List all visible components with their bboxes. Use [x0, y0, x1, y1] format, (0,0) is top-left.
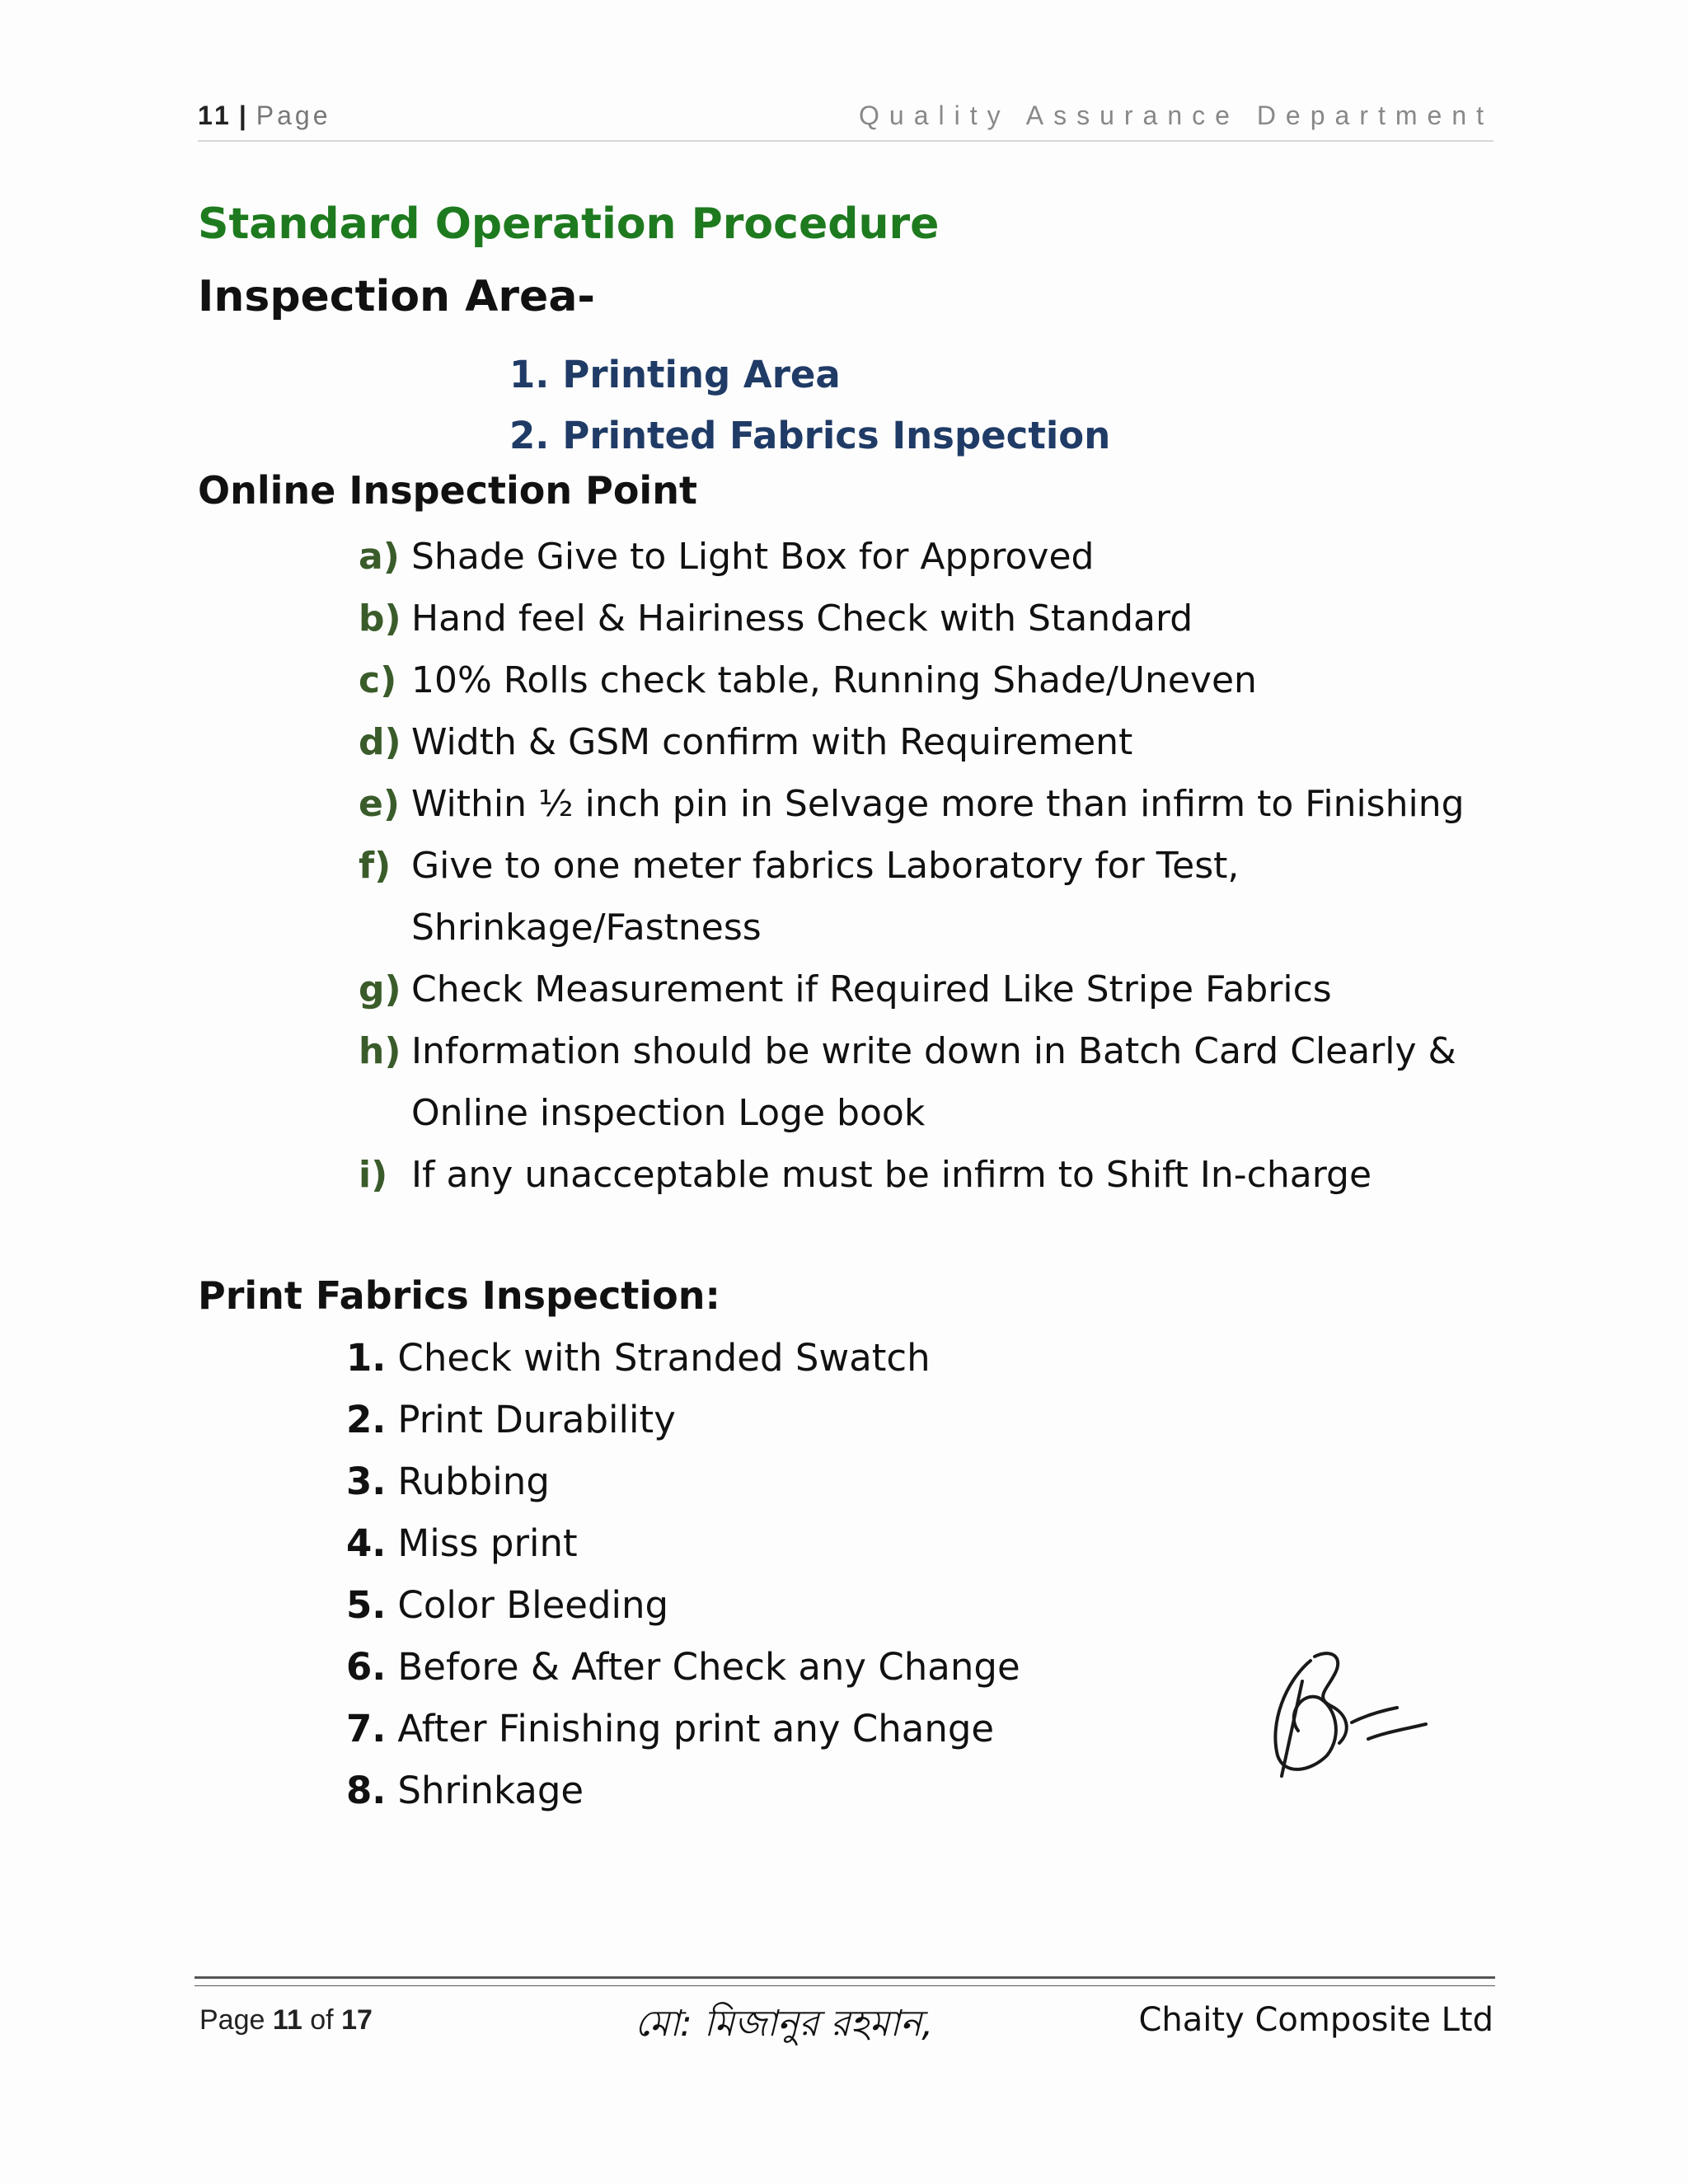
list-item: [346, 1574, 1020, 1636]
list-item-text: Print Durability: [397, 1398, 676, 1441]
print-inspection-list: [346, 1327, 1020, 1821]
list-item-number: 5.: [346, 1583, 387, 1627]
list-item-marker: h): [359, 1030, 401, 1072]
list-item-text: Rubbing: [397, 1460, 550, 1503]
list-item-number: 4.: [346, 1521, 387, 1565]
list-item-number: 6.: [346, 1645, 387, 1689]
list-item-text: Check with Stranded Swatch: [397, 1336, 931, 1380]
list-item-text: After Finishing print any Change: [397, 1707, 995, 1750]
document-title: Standard Operation Procedure: [198, 199, 940, 249]
list-item-text: Give to one meter fabrics Laboratory for Test, Shrinkage/Fastness: [411, 845, 1240, 949]
footer-total-pages: 17: [341, 2004, 373, 2036]
list-item-text: Check Measurement if Required Like Stripe Fabrics: [411, 968, 1332, 1010]
list-item: [359, 588, 1512, 649]
list-item-number: 2.: [509, 414, 550, 457]
footer-company: Chaity Composite Ltd: [1138, 2001, 1493, 2039]
list-item-marker: a): [359, 536, 400, 578]
header-page-label: [198, 101, 331, 131]
inspection-area-list: [509, 344, 1110, 466]
list-item: [509, 405, 1110, 466]
page-header: [198, 99, 1493, 142]
list-item-text: Hand feel & Hairiness Check with Standard: [411, 598, 1193, 640]
online-inspection-list: [359, 526, 1512, 1206]
list-item-text: Printed Fabrics Inspection: [562, 414, 1111, 457]
list-item: [359, 958, 1512, 1020]
list-item-text: Shrinkage: [397, 1769, 584, 1812]
list-item: [359, 1020, 1507, 1144]
list-item-number: 8.: [346, 1769, 387, 1812]
list-item-marker: d): [359, 721, 401, 763]
list-item-marker: c): [359, 659, 397, 701]
list-item: [346, 1327, 1020, 1389]
list-item: [346, 1636, 1020, 1698]
header-page-number: 11: [198, 101, 232, 130]
footer-page-word: Page: [199, 2004, 265, 2036]
list-item-marker: f): [359, 845, 392, 887]
list-item-number: 1.: [346, 1336, 387, 1380]
list-item: [359, 526, 1512, 588]
list-item-number: 1.: [509, 353, 550, 396]
footer-divider: [195, 1976, 1495, 1986]
print-inspection-heading: Print Fabrics Inspection:: [198, 1273, 720, 1318]
list-item-marker: b): [359, 598, 401, 640]
list-item-text: 10% Rolls check table, Running Shade/Uneven: [411, 659, 1257, 701]
list-item: [509, 344, 1110, 405]
footer-page-count: [199, 2004, 373, 2036]
list-item: [359, 1144, 1512, 1206]
header-department: Quality Assurance Department: [859, 101, 1493, 130]
header-page-word: Page: [256, 101, 331, 130]
footer-signatory: মো: মিজানুর রহমান,: [635, 2003, 934, 2045]
list-item-text: Within ½ inch pin in Selvage more than infirm to Finishing: [411, 783, 1465, 825]
list-item-marker: i): [359, 1154, 388, 1196]
inspection-area-heading: Inspection Area-: [198, 272, 595, 321]
signature-image: [1253, 1632, 1459, 1805]
list-item-text: Before & After Check any Change: [397, 1645, 1020, 1689]
list-item-marker: e): [359, 783, 400, 825]
list-item-marker: g): [359, 968, 401, 1010]
list-item: [346, 1451, 1020, 1512]
list-item-text: If any unacceptable must be infirm to Shift In-charge: [411, 1154, 1372, 1196]
list-item: [346, 1512, 1020, 1574]
list-item: [346, 1698, 1020, 1760]
online-inspection-heading: Online Inspection Point: [198, 468, 697, 513]
list-item: [359, 835, 1268, 958]
header-separator: |: [238, 101, 250, 130]
footer-current-page: 11: [272, 2004, 302, 2036]
list-item: [346, 1760, 1020, 1821]
list-item: [359, 649, 1512, 711]
list-item-text: Width & GSM confirm with Requirement: [411, 721, 1133, 763]
list-item-text: Color Bleeding: [397, 1583, 669, 1627]
list-item: [346, 1389, 1020, 1451]
list-item-text: Information should be write down in Batch Card Clearly & Online inspection Loge book: [411, 1030, 1456, 1134]
list-item-number: 7.: [346, 1707, 387, 1750]
list-item-text: Printing Area: [562, 353, 841, 396]
list-item-text: Shade Give to Light Box for Approved: [411, 536, 1095, 578]
list-item-number: 2.: [346, 1398, 387, 1441]
list-item-text: Miss print: [397, 1521, 578, 1565]
list-item: [359, 773, 1512, 835]
footer-of-word: of: [310, 2004, 334, 2036]
list-item-number: 3.: [346, 1460, 387, 1503]
list-item: [359, 711, 1512, 773]
